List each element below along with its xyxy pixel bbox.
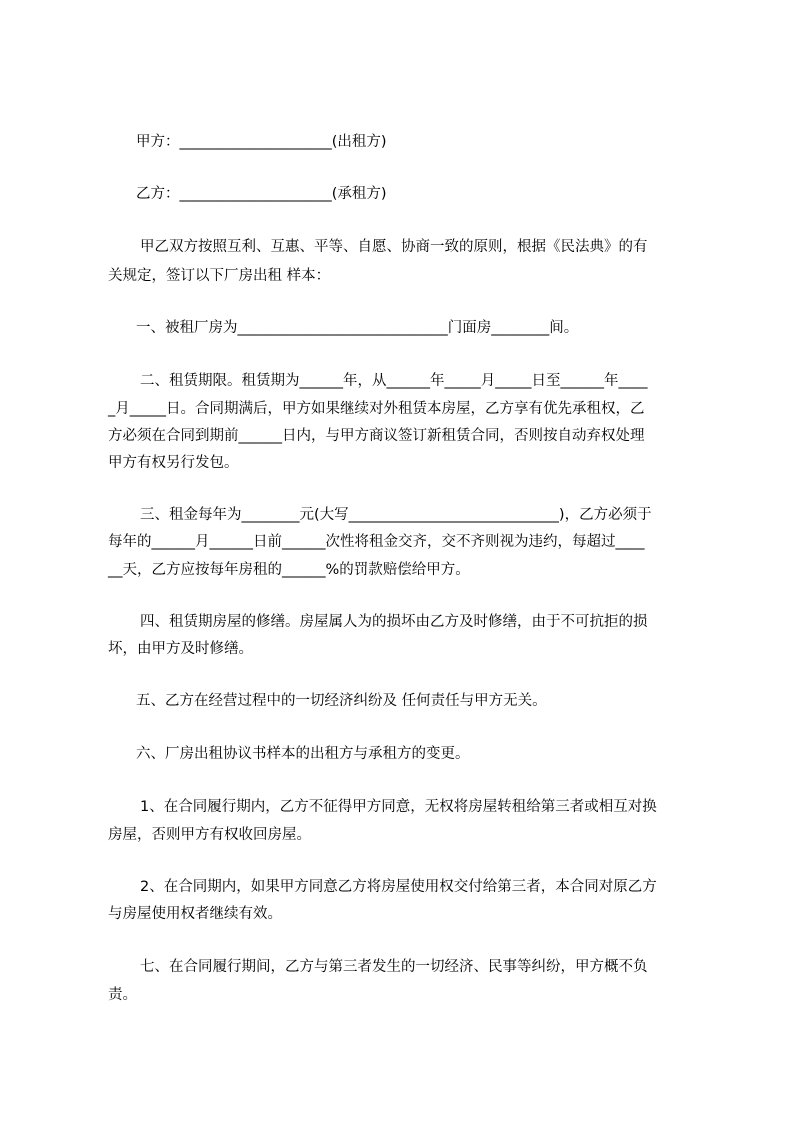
paragraph-line: _月_____日。合同期满后，甲方如果继续对外租赁本房屋，乙方享有优先承租权，乙: [108, 401, 645, 417]
paragraph-line: 甲乙双方按照互利、互惠、平等、自愿、协商一致的原则，根据《民法典》的有: [140, 239, 648, 255]
paragraph-line: 方必须在合同到期前______日内，与甲方商议签订新租赁合同，否则按自动弃权处理: [108, 428, 645, 444]
paragraph-line: 六、厂房出租协议书样本的出租方与承租方的变更。: [136, 746, 470, 762]
paragraph-line: 一、被租厂房为_____________________________门面房________间。: [136, 320, 579, 336]
paragraph-line: 关规定，签订以下厂房出租 样本：: [108, 268, 331, 284]
party-a-line: 甲方：_____________________(出租方): [136, 134, 387, 150]
paragraph-line: 二、租赁期限。租赁期为______年，从______年_____月_____日至______年____: [140, 373, 648, 389]
paragraph-line: 坏，由甲方及时修缮。: [108, 641, 253, 657]
paragraph-line: 与房屋使用权者继续有效。: [108, 906, 282, 922]
paragraph-line: 每年的______月______日前______次性将租金交齐，交不齐则视为违约，每超过____: [108, 534, 645, 550]
paragraph-line: 四、租赁期房屋的修缮。房屋属人为的损坏由乙方及时修缮，由于不可抗拒的损: [140, 614, 648, 630]
paragraph-line: 三、租金每年为________元(大写_____________________________)，乙方必须于: [140, 507, 652, 523]
paragraph-line: 五、乙方在经营过程中的一切经济纠纷及 任何责任与甲方无关。: [136, 693, 547, 709]
paragraph-line: 房屋，否则甲方有权收回房屋。: [108, 827, 311, 843]
paragraph-line: 2、在合同期内，如果甲方同意乙方将房屋使用权交付给第三者，本合同对原乙方: [140, 879, 657, 895]
party-b-line: 乙方：_____________________(承租方): [136, 186, 387, 202]
paragraph-line: __天，乙方应按每年房租的______%的罚款赔偿给甲方。: [108, 562, 470, 578]
paragraph-line: 1、在合同履行期内，乙方不征得甲方同意，无权将房屋转租给第三者或相互对换: [140, 799, 657, 815]
paragraph-line: 甲方有权另行发包。: [108, 455, 239, 471]
paragraph-line: 责。: [108, 987, 137, 1003]
paragraph-line: 七、在合同履行期间，乙方与第三者发生的一切经济、民事等纠纷，甲方概不负: [140, 959, 648, 975]
